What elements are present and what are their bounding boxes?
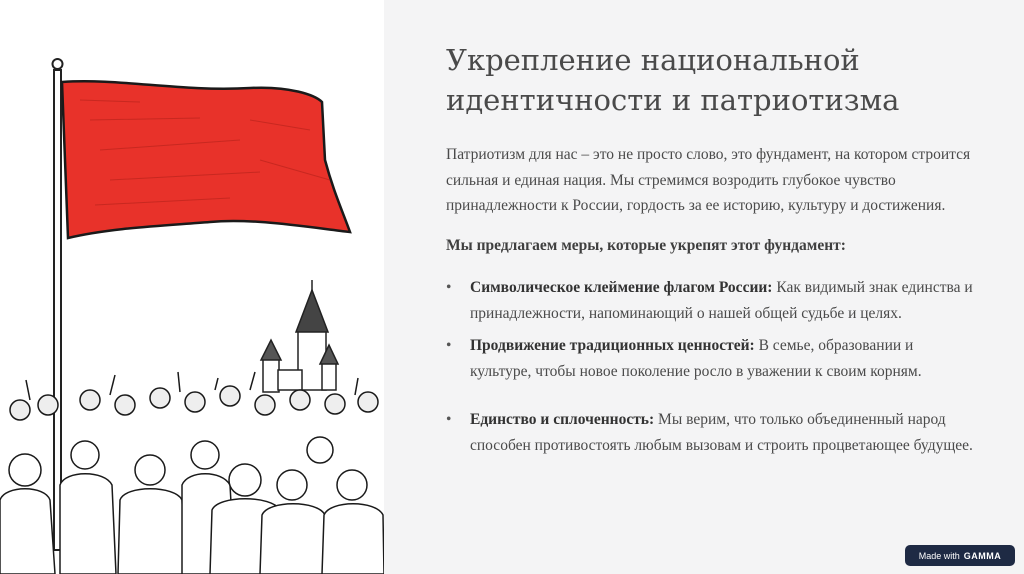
list-item-heading: Единство и сплоченность: — [470, 410, 655, 428]
bullet-dot: • — [446, 410, 452, 428]
list-item — [446, 407, 976, 459]
bullet-dot: • — [446, 336, 452, 354]
list-item-heading: Продвижение традиционных ценностей: — [470, 336, 755, 354]
bullet-dot: • — [446, 278, 452, 296]
slide-title — [446, 40, 976, 120]
flag-pole — [54, 70, 61, 550]
measures-list — [446, 275, 976, 459]
slide-content — [446, 40, 976, 465]
made-with-gamma-badge[interactable] — [905, 545, 1015, 566]
list-item — [446, 275, 976, 327]
kremlin-tower — [261, 280, 338, 392]
flag-crowd-illustration — [0, 0, 384, 574]
list-item-text: Как видимый знак единства и принадлежности, напоминающий о нашей общей судьбе и целях. — [470, 278, 973, 322]
intro-paragraph: Патриотизм для нас – это не просто слово, это фундамент, на котором строится сильная и единая нация. Мы стремимся возродить глубокое чувство принадлежности к России, гордость за ее историю, культуру и достижения. — [446, 146, 971, 214]
gamma-logo: GAMMA — [963, 550, 1002, 561]
lead-sentence: Мы предлагаем меры, которые укрепят этот фундамент: — [446, 236, 846, 254]
flag-pole-finial — [53, 59, 63, 69]
list-item-heading: Символическое клеймение флагом России: — [470, 278, 773, 296]
list-item — [446, 333, 976, 385]
title-line-2: идентичности и патриотизма — [446, 83, 900, 117]
illustration-svg — [0, 0, 384, 574]
list-item-text: В семье, образовании и культуре, чтобы новое поколение росло в уважении к своим корням. — [470, 336, 922, 380]
list-item-text: Мы верим, что только объединенный народ способен противостоять любым вызовам и строить процветающее будущее. — [470, 410, 973, 454]
badge-prefix: Made with — [918, 550, 960, 561]
red-flag — [62, 81, 350, 238]
title-line-1: Укрепление национальной — [446, 43, 860, 77]
